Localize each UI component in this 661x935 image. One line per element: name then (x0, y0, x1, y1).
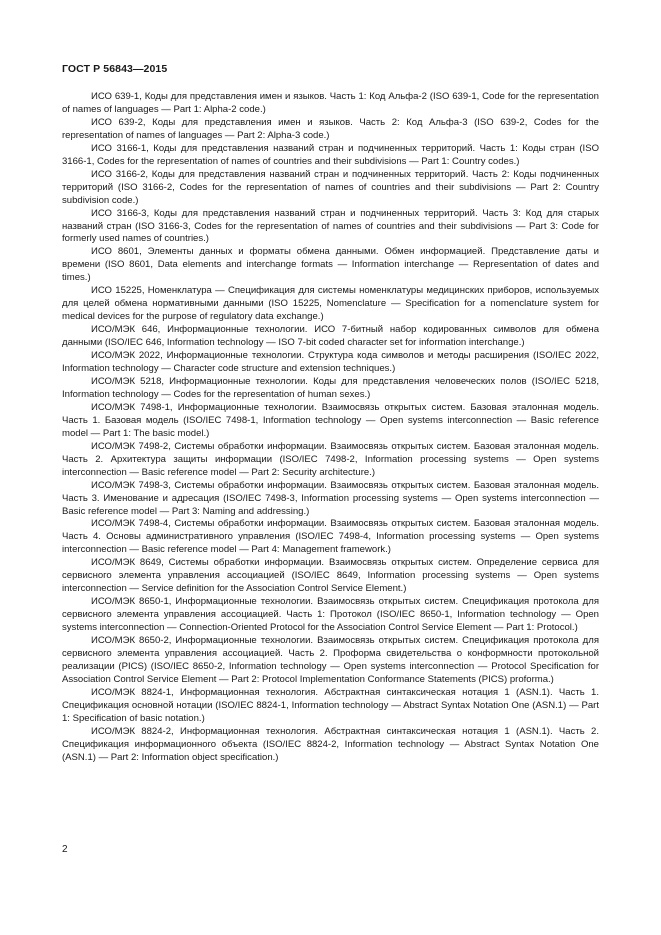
reference-list (62, 91, 599, 765)
reference-item: ИСО 3166-2, Коды для представления названий стран и подчиненных территорий. Часть 2: Коды подчиненных территорий (ISO 3166-2, Codes for the representation of names of countries and their subdivisions — Part 2: Country subdivision code.) (62, 168, 599, 206)
reference-item: ИСО/МЭК 7498-4, Системы обработки информации. Взаимосвязь открытых систем. Базовая эталонная модель. Часть 4. Основы административного управления (ISO/IEC 7498-4, Information processing systems — Open systems interconnection — Basic reference model — Part 4: Management framework.) (62, 518, 599, 556)
reference-item: ИСО 3166-3, Коды для представления названий стран и подчиненных территорий. Часть 3: Код для старых названий стран (ISO 3166-3, Codes for the representation of names of countries and their subdivisions — Part 3: Code for formerly used names of countries.) (62, 207, 599, 245)
reference-item: ИСО/МЭК 7498-3, Системы обработки информации. Взаимосвязь открытых систем. Базовая эталонная модель. Часть 3. Именование и адресация (ISO/IEC 7498-3, Information processing systems — Open systems interconnection — Basic reference model — Part 3: Naming and addressing.) (62, 479, 599, 517)
reference-item: ИСО/МЭК 7498-1, Информационные технологии. Взаимосвязь открытых систем. Базовая эталонная модель. Часть 1. Базовая модель (ISO/IEC 7498-1, Information technology — Open systems interconnection — Basic reference model — Part 1: The basic model.) (62, 401, 599, 439)
reference-item: ИСО 8601, Элементы данных и форматы обмена данными. Обмен информацией. Представление даты и времени (ISO 8601, Data elements and interchange formats — Information interchange — Representation of dates and times.) (62, 246, 599, 284)
reference-item: ИСО/МЭК 5218, Информационные технологии. Коды для представления человеческих полов (ISO/IEC 5218, Information technology — Codes for the representation of human sexes.) (62, 375, 599, 400)
page-number: 2 (62, 844, 68, 855)
reference-item: ИСО 639-1, Коды для представления имен и языков. Часть 1: Код Альфа-2 (ISO 639-1, Code for the representation of names of languages — Part 1: Alpha-2 code.) (62, 91, 599, 115)
reference-item: ИСО/МЭК 8824-2, Информационная технология. Абстрактная синтаксическая нотация 1 (ASN.1). Часть 2. Спецификация информационного объекта (ISO/IEC 8824-2, Information technology — Abstract Syntax Notation One (ASN.1) — Part 2: Information object specification.) (62, 725, 599, 763)
reference-item: ИСО 15225, Номенклатура — Спецификация для системы номенклатуры медицинских приборов, используемых для целей обмена нормативными данными (ISO 15225, Nomenclature — Specification for a nomenclature system for medical devices for the purpose of regulatory data exchange.) (62, 285, 599, 323)
reference-item: ИСО/МЭК 2022, Информационные технологии. Структура кода символов и методы расширения (ISO/IEC 2022, Information technology — Character code structure and extension techniques.) (62, 350, 599, 375)
reference-item: ИСО/МЭК 7498-2, Системы обработки информации. Взаимосвязь открытых систем. Базовая эталонная модель. Часть 2. Архитектура защиты информации (ISO/IEC 7498-2, Information processing systems — Open systems interconnection — Basic reference model — Part 2: Security architecture.) (62, 440, 599, 478)
reference-item: ИСО/МЭК 646, Информационные технологии. ИСО 7-битный набор кодированных символов для обмена данными (ISO/IEC 646, Information technology — ISO 7-bit coded character set for information interchange.) (62, 324, 599, 349)
reference-item: ИСО 639-2, Коды для представления имен и языков. Часть 2: Код Альфа-3 (ISO 639-2, Codes for the representation of names of languages — Part 2: Alpha-3 code.) (62, 116, 599, 141)
reference-item: ИСО/МЭК 8650-1, Информационные технологии. Взаимосвязь открытых систем. Спецификация протокола для сервисного элемента управления ассоциацией. Часть 1: Протокол (ISO/IEC 8650-1, Information technology — Open systems interconnection — Connection-Oriented Protocol for the Association Control Service Element — Part 1: Protocol.) (62, 596, 599, 634)
reference-item: ИСО/МЭК 8650-2, Информационные технологии. Взаимосвязь открытых систем. Спецификация протокола для сервисного элемента управления ассоциацией. Часть 2. Проформа свидетельства о конформности протокольной реализации (PICS) (ISO/IEC 8650-2, Information technology — Open systems interconnection — Protocol Specification for Association Control Service Element — Part 2: Protocol Implementation Conformance Statements (PICS) proforma.) (62, 635, 599, 685)
reference-item: ИСО/МЭК 8649, Системы обработки информации. Взаимосвязь открытых систем. Определение сервиса для сервисного элемента управления ассоциацией (ISO/IEC 8649, Information processing systems — Open systems interconnection — Service definition for the Association Control Service Element.) (62, 557, 599, 595)
reference-item: ИСО 3166-1, Коды для представления названий стран и подчиненных территорий. Часть 1: Коды стран (ISO 3166-1, Codes for the representation of names of countries and their subdivisions — Part 1: Country codes.) (62, 142, 599, 167)
document-header: ГОСТ Р 56843—2015 (62, 63, 168, 75)
reference-item: ИСО/МЭК 8824-1, Информационная технология. Абстрактная синтаксическая нотация 1 (ASN.1). Часть 1. Спецификация основной нотации (ISO/IEC 8824-1, Information technology — Abstract Syntax Notation One (ASN.1) — Part 1: Specification of basic notation.) (62, 686, 599, 724)
